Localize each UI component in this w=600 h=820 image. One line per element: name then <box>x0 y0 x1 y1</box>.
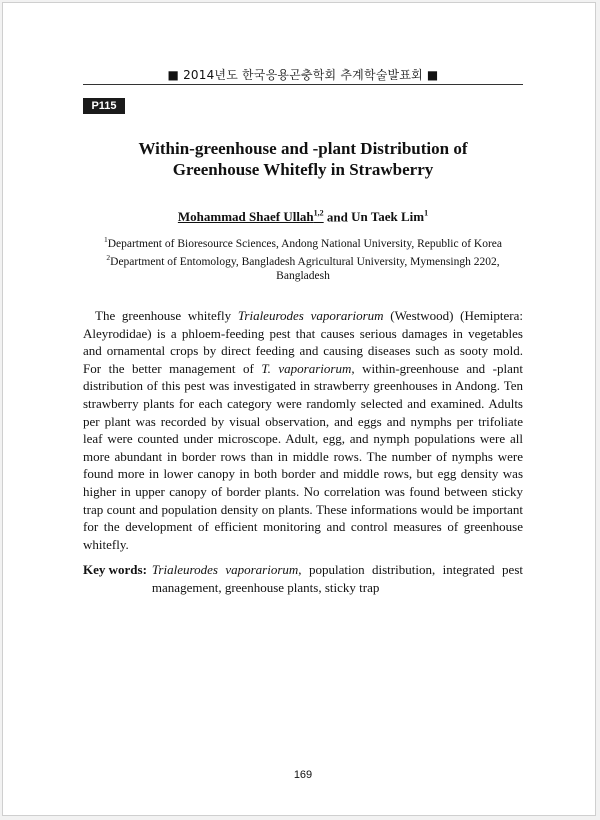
keywords-species: Trialeurodes vaporariorum <box>151 562 299 577</box>
affiliation-1 <box>83 233 523 251</box>
author-2 <box>351 209 428 224</box>
abstract-text-2: (Westwood) (Hemiptera: Aleyrodidae) is a phloem-feeding pest that causes serious damages in vegetables and ornamental crops by direct feeding and causing diseases such as sooty mold. For the better management of <box>83 308 523 376</box>
paper-title <box>83 138 523 180</box>
author-1-name: Mohammad Shaef Ullah <box>177 209 314 225</box>
affiliations <box>83 233 523 283</box>
keywords-label: Key words: <box>83 562 147 577</box>
abstract-text-3: , within-greenhouse and -plant distribution of this pest was investigated in strawberry greenhouses in Andong. Ten strawberry plants for each category were randomly selected and examined. Adults per plant was recorded by visual observation, and eggs and nymphs per trifoliate leaf were counted under microscope. Adult, egg, and nymph populations were all more abundant in border rows than in middle rows. The number of nymphs were found more in lower canopy in both border and middle rows, but egg density was higher in upper canopy of border plants. No correlation was found between sticky trap count and population density on plants. These informations would be important for the development of efficient monitoring and control measures of greenhouse whitefly. <box>83 360 524 552</box>
paper-page <box>2 2 596 816</box>
title-line-1: Within-greenhouse and -plant Distribution of <box>138 139 468 158</box>
affiliation-1-text: Department of Bioresource Sciences, Andong National University, Republic of Korea <box>107 237 503 250</box>
affiliation-1-mark: 1 <box>103 235 108 244</box>
abstract-text-1: The greenhouse whitefly <box>95 308 238 323</box>
poster-id-badge: P115 <box>83 98 125 114</box>
affiliation-2-country-text: Bangladesh <box>276 269 330 282</box>
author-conjunction: and <box>323 209 352 225</box>
keywords-text <box>152 561 523 596</box>
author-list <box>83 209 523 225</box>
page-number: 169 <box>293 769 313 781</box>
author-1 <box>178 209 324 224</box>
abstract-paragraph <box>83 307 523 553</box>
affiliation-2 <box>83 251 523 269</box>
keywords-rest: , population distribution, integrated pest management, greenhouse plants, sticky trap <box>151 562 523 595</box>
affiliation-2-mark: 2 <box>106 252 111 262</box>
header-rule <box>83 84 523 85</box>
running-header: ■ 2014년도 한국응용곤충학회 추계학술발표회 ■ <box>167 68 439 82</box>
author-2-affiliation-mark: 1 <box>424 209 429 218</box>
author-2-name: Un Taek Lim <box>351 209 425 225</box>
species-name-2: T. vaporariorum <box>261 360 352 376</box>
species-name-1: Trialeurodes vaporariorum <box>237 308 384 323</box>
keywords <box>83 561 523 596</box>
author-1-affiliation-mark: 1,2 <box>313 209 324 218</box>
affiliation-2-country <box>83 269 523 283</box>
affiliation-2-text: Department of Entomology, Bangladesh Agricultural University, Mymensingh 2202, <box>110 255 500 268</box>
title-line-2: Greenhouse Whitefly in Strawberry <box>172 160 434 179</box>
